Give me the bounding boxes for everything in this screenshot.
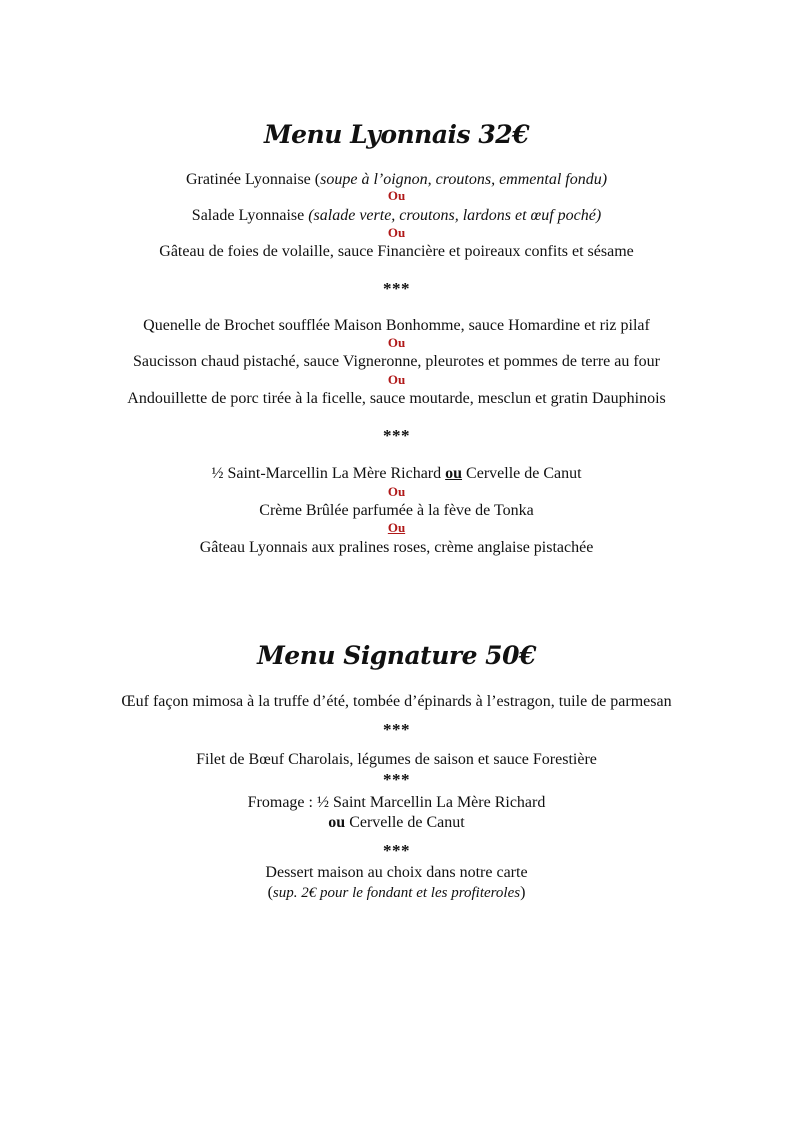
or-separator-underlined — [0, 521, 793, 535]
lyonnais-dessert-1 — [0, 465, 793, 483]
menu-signature-title: Menu Signature 50€ — [257, 641, 536, 670]
lyonnais-starter-3: Gâteau de foies de volaille, sauce Financière et poireaux confits et sésame — [159, 243, 634, 260]
or-label: Ou — [387, 520, 406, 535]
lyonnais-dessert-3: Gâteau Lyonnais aux pralines roses, crème anglaise pistachée — [199, 539, 594, 556]
lyonnais-main-2: Saucisson chaud pistaché, sauce Vigneronne, pleurotes et pommes de terre au four — [132, 353, 660, 370]
cheese-or: ou — [328, 814, 346, 831]
or-separator: Ou — [387, 188, 406, 203]
dessert-1-part-a: ½ Saint-Marcellin La Mère Richard — [211, 465, 446, 482]
course-separator: *** — [383, 720, 410, 739]
starter-2-name: Salade Lyonnaise — [191, 207, 309, 224]
menu-lyonnais-title: Menu Lyonnais 32€ — [263, 120, 530, 149]
or-separator: Ou — [387, 372, 406, 387]
paren-open: ( — [267, 884, 273, 901]
signature-cheese-line-1: Fromage : ½ Saint Marcellin La Mère Richard — [247, 794, 546, 811]
signature-dessert: Dessert maison au choix dans notre carte — [265, 864, 528, 881]
course-separator: *** — [383, 279, 410, 298]
course-separator: *** — [383, 841, 410, 860]
lyonnais-dessert-2: Crème Brûlée parfumée à la fève de Tonka — [259, 502, 534, 519]
starter-1-description: soupe à l’oignon, croutons, emmental fondu) — [320, 171, 608, 188]
signature-dessert-note — [0, 884, 793, 902]
signature-cheese-line-2 — [0, 814, 793, 832]
starter-1-name: Gratinée Lyonnaise ( — [185, 171, 321, 188]
course-separator: *** — [383, 426, 410, 445]
starter-2-description: (salade verte, croutons, lardons et œuf poché) — [308, 207, 602, 224]
signature-main: Filet de Bœuf Charolais, légumes de saison et sauce Forestière — [196, 751, 597, 768]
lyonnais-starter-1 — [0, 171, 793, 189]
lyonnais-starter-2 — [0, 207, 793, 225]
or-separator: Ou — [387, 225, 406, 240]
dessert-supplement-note: sup. 2€ pour le fondant et les profiteroles — [272, 885, 521, 901]
paren-close: ) — [520, 884, 526, 901]
course-separator: *** — [383, 770, 410, 789]
lyonnais-main-1: Quenelle de Brochet soufflée Maison Bonhomme, sauce Homardine et riz pilaf — [143, 317, 650, 334]
dessert-1-or: ou — [445, 465, 463, 482]
cheese-alt: Cervelle de Canut — [345, 814, 465, 831]
or-separator: Ou — [387, 335, 406, 350]
lyonnais-main-3: Andouillette de porc tirée à la ficelle, sauce moutarde, mesclun et gratin Dauphinois — [127, 390, 666, 407]
signature-starter: Œuf façon mimosa à la truffe d’été, tombée d’épinards à l’estragon, tuile de parmesan — [121, 693, 672, 710]
or-separator: Ou — [387, 484, 406, 499]
dessert-1-part-b: Cervelle de Canut — [462, 465, 582, 482]
